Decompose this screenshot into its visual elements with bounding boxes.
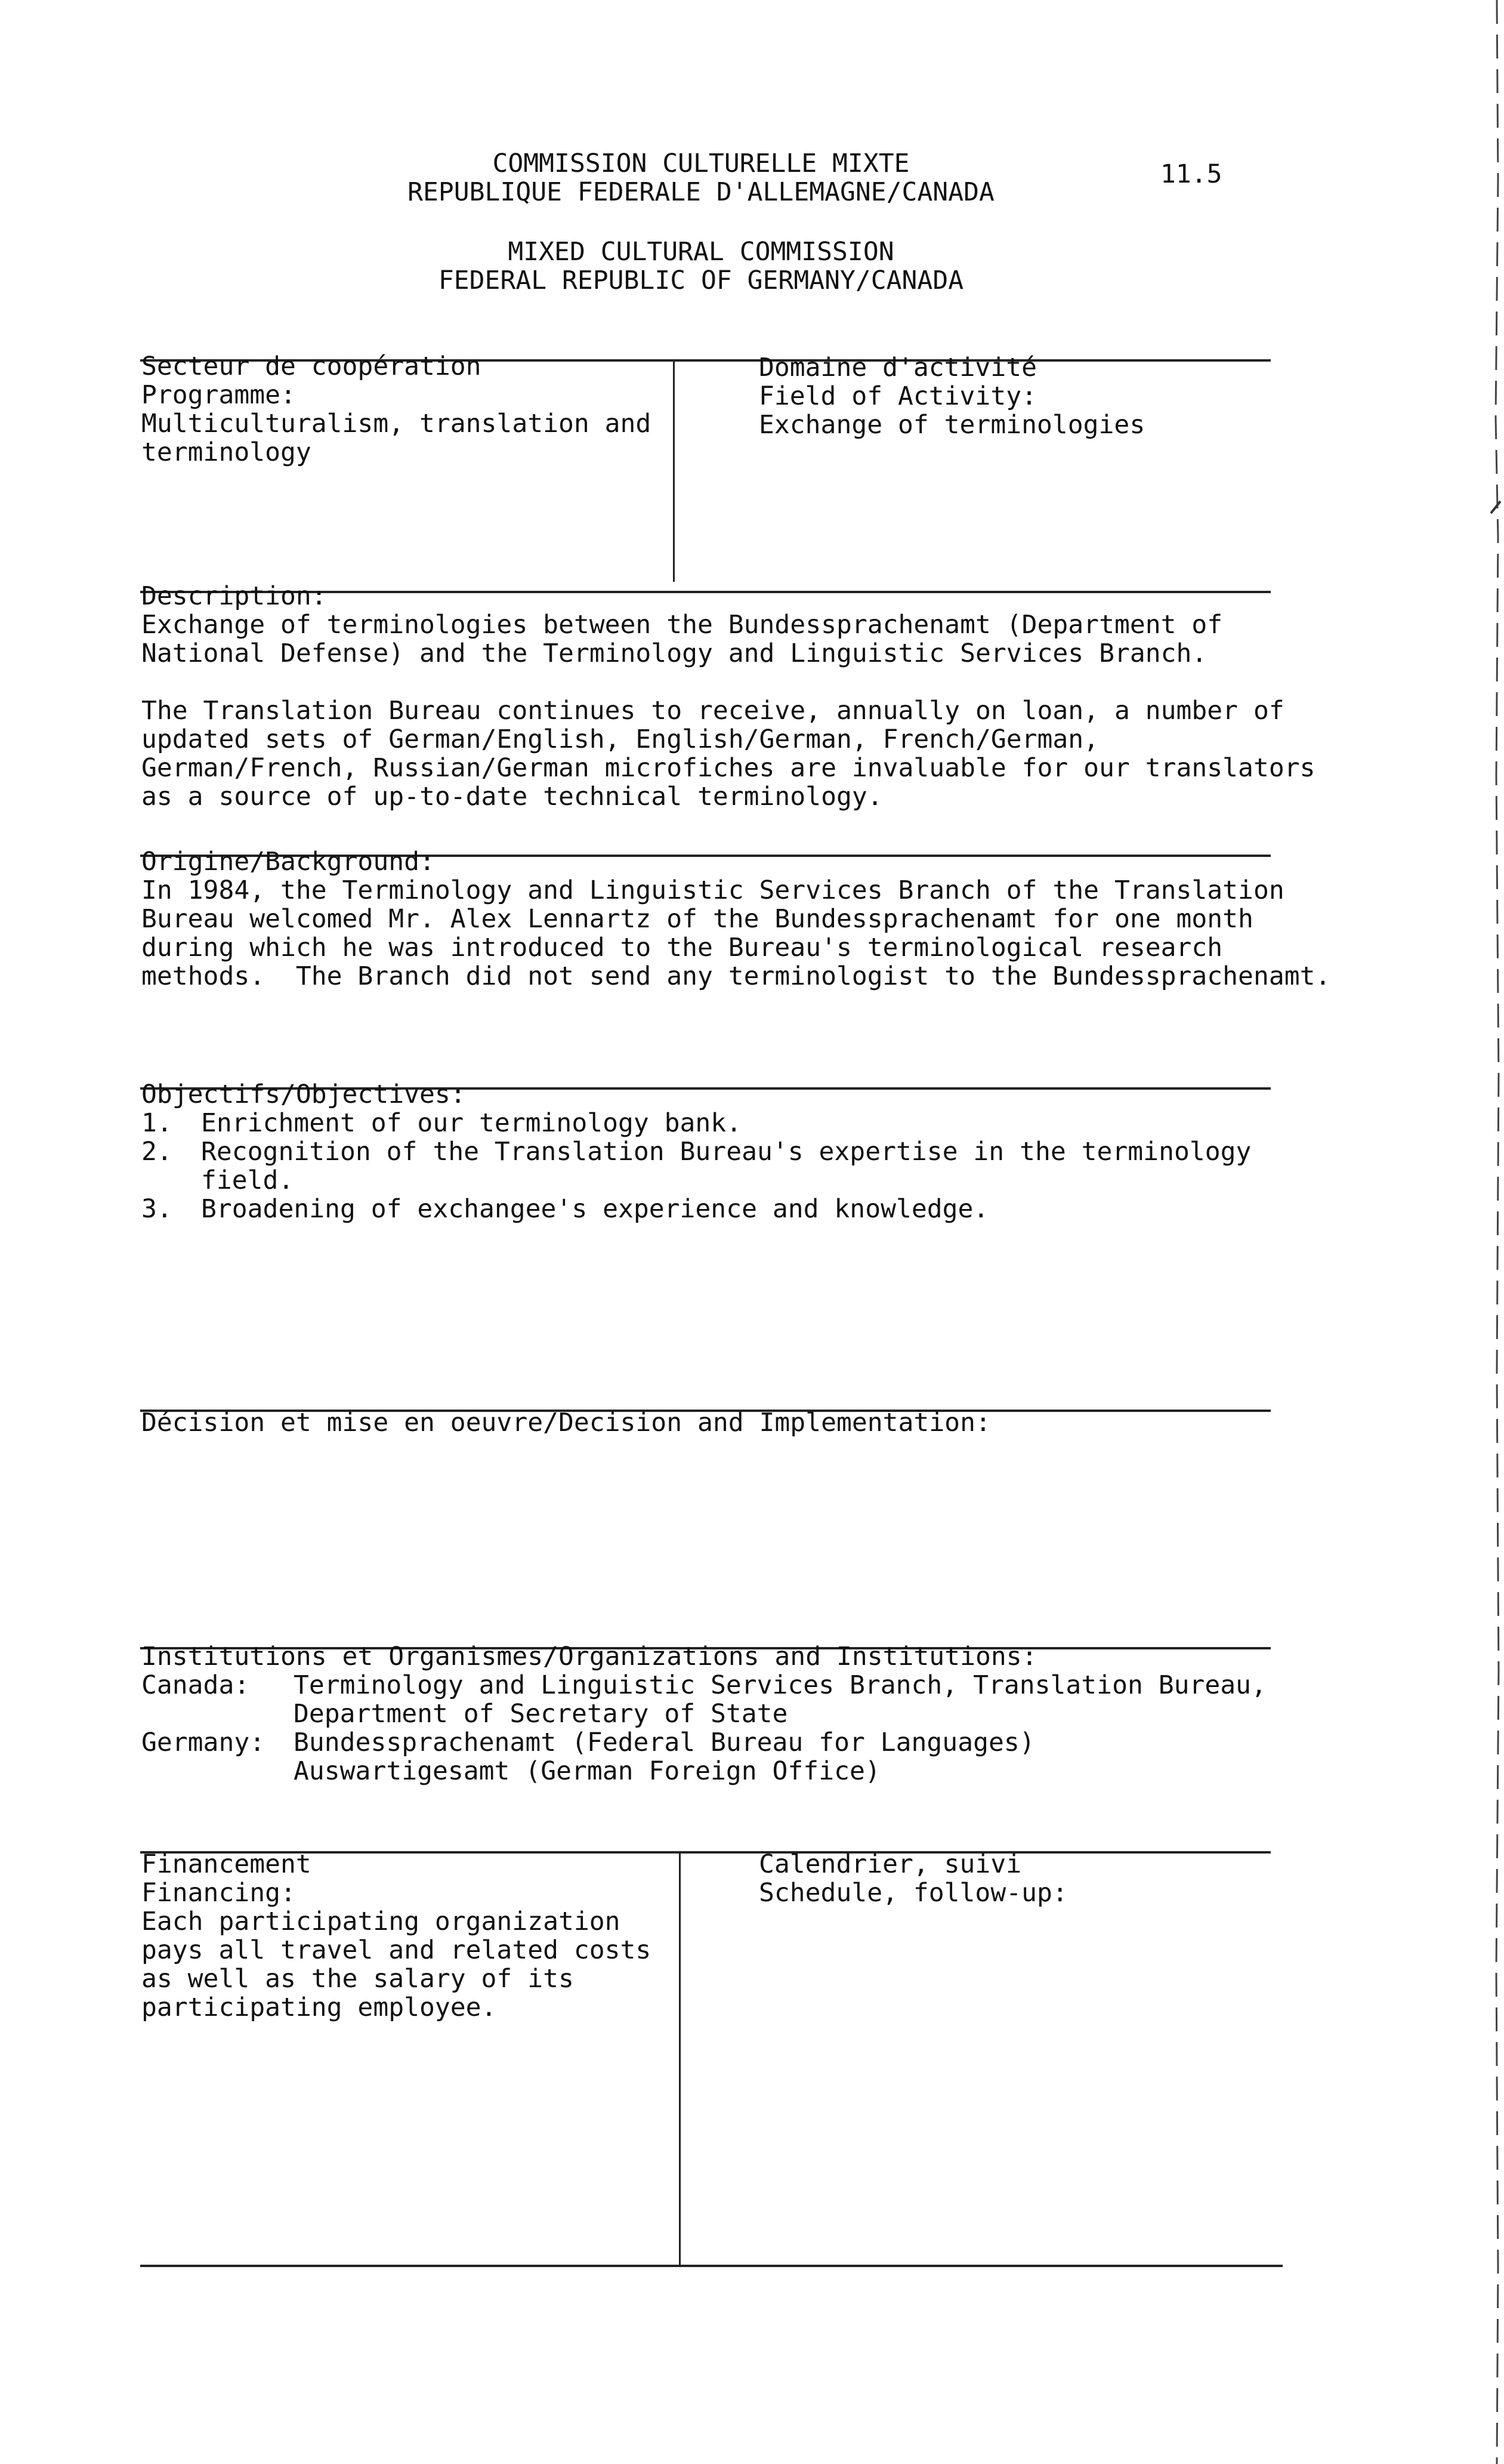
header-en-line1: MIXED CULTURAL COMMISSION bbox=[508, 237, 894, 267]
background-line1: In 1984, the Terminology and Linguistic Services Branch of the Translation bbox=[141, 875, 1284, 905]
institutions-germany: Germany: Bundessprachenamt (Federal Bureau for Languages) bbox=[141, 1728, 1035, 1757]
institutions-germany-cont: Auswartigesamt (German Foreign Office) bbox=[294, 1756, 881, 1786]
sector-heading: Secteur de coopération bbox=[141, 351, 481, 381]
sector-value-line1: Multiculturalism, translation and bbox=[141, 409, 651, 439]
description-section bbox=[141, 582, 1315, 811]
page-number: 11.5 bbox=[1160, 159, 1222, 189]
description-heading: Description: bbox=[141, 581, 327, 611]
background-line4: methods. The Branch did not send any terminologist to the Bundessprachenamt. bbox=[141, 961, 1331, 991]
objectives-section bbox=[141, 1080, 1251, 1223]
background-section bbox=[141, 847, 1330, 991]
sector-value-line2: terminology bbox=[141, 437, 311, 467]
decision-heading: Décision et mise en oeuvre/Decision and Implementation: bbox=[141, 1408, 991, 1438]
institutions-heading: Institutions et Organismes/Organizations and Institutions: bbox=[141, 1642, 1037, 1672]
schedule-heading: Calendrier, suivi bbox=[759, 1849, 1022, 1879]
description-p2-line1: The Translation Bureau continues to receive, annually on loan, a number of bbox=[141, 696, 1284, 726]
header-fr-line2: REPUBLIQUE FEDERALE D'ALLEMAGNE/CANADA bbox=[407, 177, 995, 207]
background-line2: Bureau welcomed Mr. Alex Lennartz of the Bundessprachenamt for one month bbox=[141, 904, 1253, 934]
financing-line1: Each participating organization bbox=[141, 1907, 620, 1936]
objective-item-2: 2. Recognition of the Translation Bureau's expertise in the terminology bbox=[141, 1137, 1252, 1167]
financing-section bbox=[141, 1850, 651, 2022]
header-en-line2: FEDERAL REPUBLIC OF GERMANY/CANADA bbox=[438, 266, 964, 295]
financing-line4: participating employee. bbox=[141, 1993, 497, 2022]
description-p2-line4: as a source of up-to-date technical terminology. bbox=[141, 782, 883, 812]
objectives-heading: Objectifs/Objectives: bbox=[141, 1080, 466, 1109]
objective-item-1: 1. Enrichment of our terminology bank. bbox=[141, 1108, 742, 1138]
sector-label: Programme: bbox=[141, 380, 296, 410]
description-p1-line2: National Defense) and the Terminology and Linguistic Services Branch. bbox=[141, 639, 1207, 668]
field-section bbox=[759, 353, 1145, 439]
financing-line2: pays all travel and related costs bbox=[141, 1935, 651, 1965]
financing-label: Financing: bbox=[141, 1878, 296, 1908]
description-p1-line1: Exchange of terminologies between the Bundessprachenamt (Department of bbox=[141, 610, 1223, 640]
header-fr-line1: COMMISSION CULTURELLE MIXTE bbox=[492, 149, 910, 178]
objective-item-3: 3. Broadening of exchangee's experience and knowledge. bbox=[141, 1194, 989, 1224]
header-english bbox=[0, 238, 1402, 295]
scan-edge-artifact bbox=[1480, 0, 1504, 2464]
description-p2-line3: German/French, Russian/German microfiches are invaluable for our translators bbox=[141, 753, 1315, 783]
divider-financing-schedule bbox=[679, 1853, 681, 2265]
sector-section bbox=[141, 352, 651, 467]
background-heading: Origine/Background: bbox=[141, 847, 435, 877]
description-p2-line2: updated sets of German/English, English/German, French/German, bbox=[141, 724, 1100, 754]
field-value: Exchange of terminologies bbox=[759, 410, 1145, 440]
financing-heading: Financement bbox=[141, 1849, 311, 1879]
financing-line3: as well as the salary of its bbox=[141, 1964, 574, 1994]
institutions-canada: Canada: Terminology and Linguistic Services Branch, Translation Bureau, bbox=[141, 1670, 1267, 1700]
background-line3: during which he was introduced to the Bureau's terminological research bbox=[141, 933, 1223, 963]
field-label: Field of Activity: bbox=[759, 381, 1037, 411]
institutions-section bbox=[141, 1642, 1267, 1785]
schedule-label: Schedule, follow-up: bbox=[759, 1878, 1068, 1908]
divider-sector-field bbox=[673, 361, 675, 582]
rule-bottom bbox=[140, 2265, 1283, 2267]
schedule-section bbox=[759, 1850, 1068, 1907]
institutions-canada-cont: Department of Secretary of State bbox=[294, 1699, 788, 1729]
field-heading: Domaine d'activité bbox=[759, 353, 1037, 383]
objective-item-2-cont: field. bbox=[201, 1165, 294, 1195]
